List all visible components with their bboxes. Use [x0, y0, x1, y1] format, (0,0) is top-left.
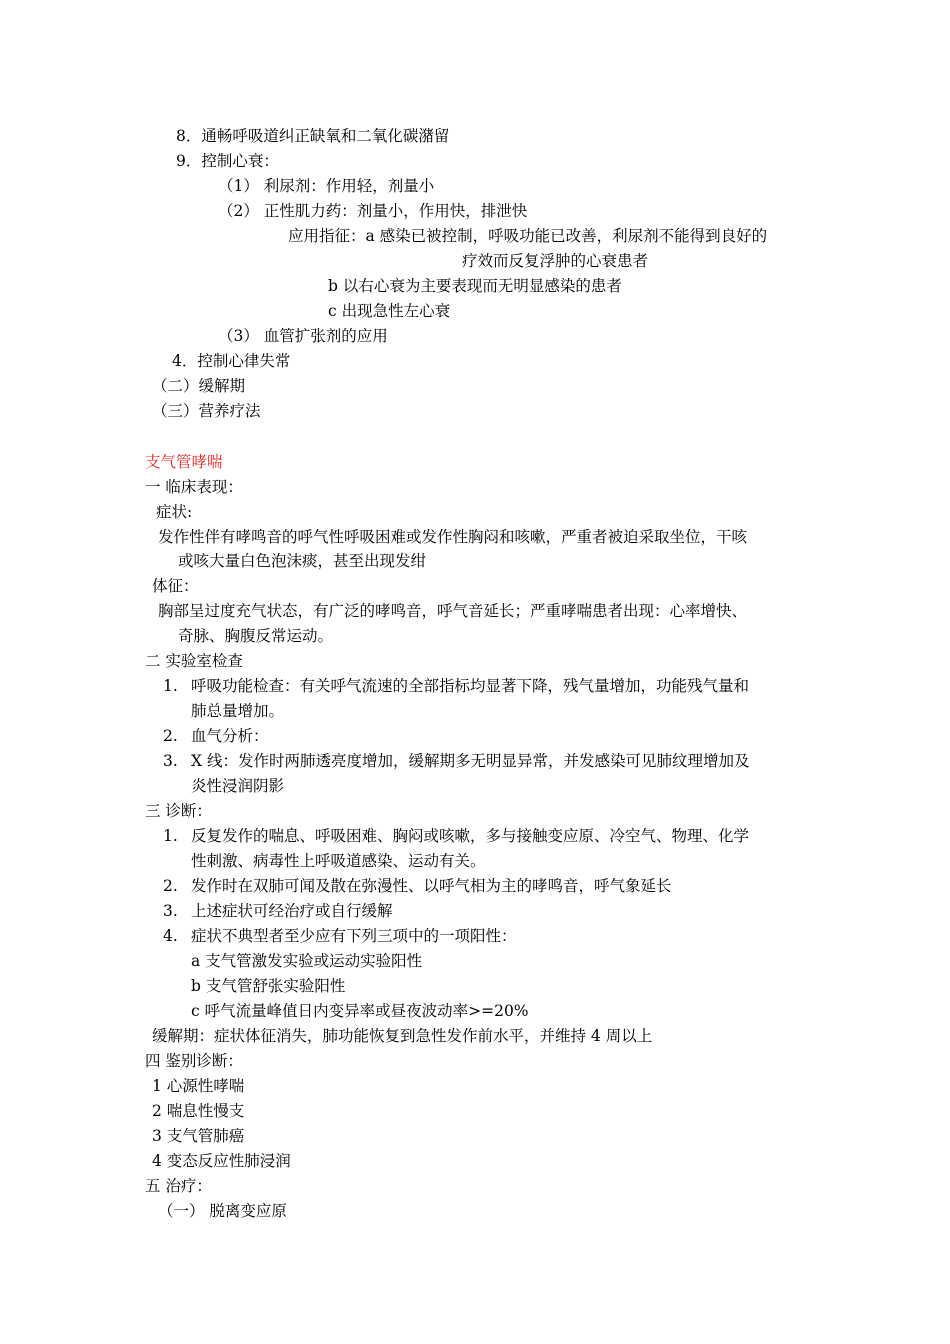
dx-4-text: 症状不典型者至少应有下列三项中的一项阳性： — [191, 927, 517, 945]
hf-sub-3: （3） 血管扩张剂的应用 — [218, 327, 388, 345]
heading-clinical: 一 临床表现： — [145, 478, 243, 496]
hf-indication-a-cont: 疗效而反复浮肿的心衰患者 — [462, 252, 649, 270]
hf-item-9: 9．控制心衰： — [176, 152, 279, 170]
remission-definition: 缓解期：症状体征消失，肺功能恢复到急性发作前水平，并维持 4 周以上 — [152, 1027, 653, 1045]
dx-1-text-cont: 性刺激、病毒性上呼吸道感染、运动有关。 — [191, 852, 486, 870]
hf-item-4: 4．控制心律失常 — [172, 352, 291, 370]
lab-3-text: X 线：发作时两肺透亮度增加，缓解期多无明显异常，并发感染可见肺纹理增加及 — [191, 752, 750, 770]
differential-item-4: 4 变态反应性肺浸润 — [152, 1152, 291, 1170]
dx-2-number: 2. — [163, 877, 178, 895]
heading-diagnosis: 三 诊断： — [145, 802, 212, 820]
dx-4-criterion-b: b 支气管舒张实验阳性 — [191, 977, 346, 995]
dx-4-criterion-a: a 支气管激发实验或运动实验阳性 — [191, 952, 423, 970]
dx-1-text: 反复发作的喘息、呼吸困难、胸闷或咳嗽，多与接触变应原、冷空气、物理、化学 — [191, 827, 750, 845]
hf-remission: （二）缓解期 — [152, 377, 246, 395]
dx-3-text: 上述症状可经治疗或自行缓解 — [191, 902, 393, 920]
lab-1-text-cont: 肺总量增加。 — [191, 702, 285, 720]
section-title: 支气管哮喘 — [145, 453, 223, 471]
dx-3-number: 3. — [163, 902, 178, 920]
lab-1-text: 呼吸功能检查：有关呼气流速的全部指标均显著下降，残气量增加，功能残气量和 — [191, 677, 750, 695]
hf-indication-b: b 以右心衰为主要表现而无明显感染的患者 — [328, 277, 622, 295]
heading-lab: 二 实验室检查 — [145, 652, 243, 670]
differential-item-1: 1 心源性哮喘 — [152, 1077, 245, 1095]
lab-3-number: 3. — [163, 752, 178, 770]
symptoms-label: 症状: — [156, 503, 193, 521]
signs-label: 体征： — [152, 577, 199, 595]
hf-nutrition: （三）营养疗法 — [152, 402, 261, 420]
heading-treatment: 五 治疗： — [145, 1177, 212, 1195]
hf-sub-1: （1） 利尿剂：作用轻，剂量小 — [218, 177, 435, 195]
dx-2-text: 发作时在双肺可闻及散在弥漫性、以呼气相为主的哮鸣音，呼气象延长 — [191, 877, 672, 895]
dx-1-number: 1. — [163, 827, 178, 845]
dx-4-number: 4. — [163, 927, 178, 945]
hf-indication-c: c 出现急性左心衰 — [328, 302, 451, 320]
treatment-item-1: （一） 脱离变应原 — [158, 1202, 287, 1220]
lab-3-text-cont: 炎性浸润阴影 — [191, 777, 285, 795]
signs-text: 胸部呈过度充气状态，有广泛的哮鸣音，呼气音延长；严重哮喘患者出现：心率增快、 — [158, 602, 748, 620]
lab-2-number: 2. — [163, 727, 178, 745]
symptoms-text-cont: 或咳大量白色泡沫痰，甚至出现发绀 — [178, 552, 427, 570]
dx-4-criterion-c: c 呼气流量峰值日内变异率或昼夜波动率>=20% — [191, 1002, 529, 1020]
signs-text-cont: 奇脉、胸腹反常运动。 — [178, 627, 334, 645]
heading-differential: 四 鉴别诊断： — [145, 1052, 243, 1070]
symptoms-text: 发作性伴有哮鸣音的呼气性呼吸困难或发作性胸闷和咳嗽，严重者被迫采取坐位，干咳 — [158, 528, 748, 546]
lab-1-number: 1. — [163, 677, 178, 695]
differential-item-3: 3 支气管肺癌 — [152, 1127, 245, 1145]
differential-item-2: 2 喘息性慢支 — [152, 1102, 245, 1120]
hf-item-8: 8．通畅呼吸道纠正缺氧和二氧化碳潴留 — [176, 127, 450, 145]
hf-sub-2: （2） 正性肌力药：剂量小，作用快，排泄快 — [218, 202, 528, 220]
hf-indication-a: 应用指征：a 感染已被控制，呼吸功能已改善，利尿剂不能得到良好的 — [288, 227, 768, 245]
lab-2-text: 血气分析： — [191, 727, 269, 745]
